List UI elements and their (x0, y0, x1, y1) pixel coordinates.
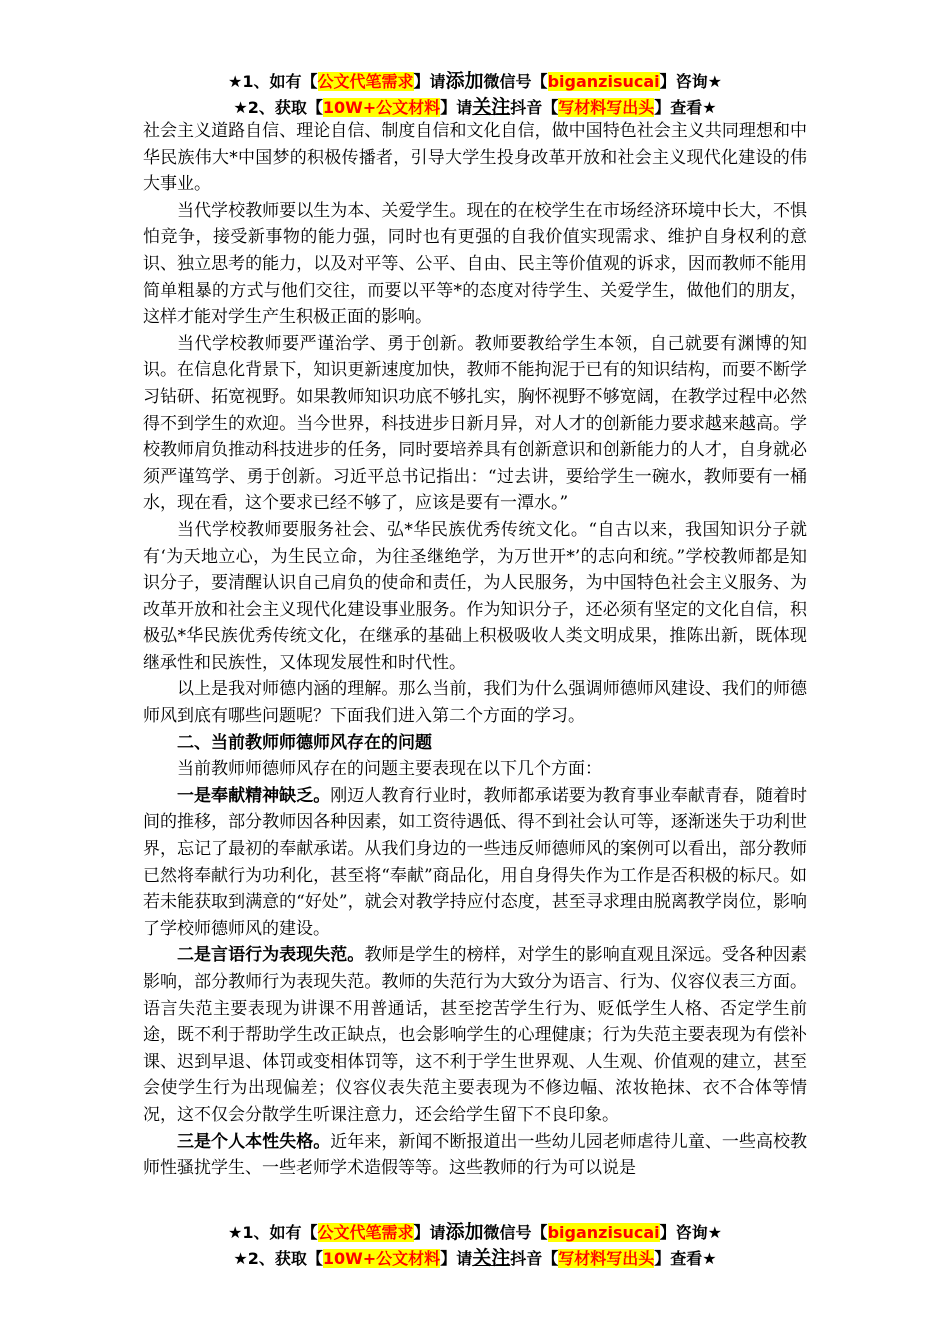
banner-text: 】咨询★ (659, 72, 722, 91)
banner-text: 微信号【 (483, 72, 548, 91)
banner-highlight: 10W+公文材料 (322, 1249, 441, 1268)
banner-text: 抖音【 (510, 98, 559, 117)
paragraph-lead: 三是个人本性失格。 (177, 1131, 331, 1152)
header-banner-line-1 (0, 68, 950, 95)
banner-text: 微信号【 (483, 1223, 548, 1242)
banner-text: 】咨询★ (659, 1223, 722, 1242)
paragraph (143, 783, 807, 943)
paragraph: 当代学校教师要服务社会、弘*华民族优秀传统文化。“自古以来，我国知识分子就有‘为天地立心，为生民立命，为往圣继绝学，为万世开*’的志向和统。”学校教师都是知识分子，要清醒认识自己肩负的使命和责任，为人民服务，为中国特色社会主义服务、为改革开放和社会主义现代化建设事业服务。作为知识分子，还必须有坚定的文化自信，积极弘*华民族优秀传统文化，在继承的基础上积极吸收人类文明成果，推陈出新，既体现继承性和民族性，又体现发展性和时代性。 (143, 519, 807, 673)
banner-highlight: 公文代笔需求 (317, 72, 414, 91)
banner-emphasis: 关注 (472, 1247, 511, 1269)
document-body (143, 118, 807, 1182)
banner-text: ★2、获取【 (233, 1249, 323, 1268)
paragraph-text: 教师是学生的榜样，对学生的影响直观且深远。受各种因素影响，部分教师行为表现失范。教师的失范行为大致分为语言、行为、仪容仪表三方面。语言失范主要表现为讲课不用普通话，甚至挖苦学生行为、贬低学生人格、否定学生前途，既不利于帮助学生改正缺点，也会影响学生的心理健康；行为失范主要表现为有偿补课、迟到早退、体罚或变相体罚等，这不利于学生世界观、人生观、价值观的建立，甚至会使学生行为出现偏差；仪容仪表失范主要表现为不修边幅、浓妆艳抹、衣不合体等情况，这不仅会分散学生听课注意力，还会给学生留下不良印象。 (143, 945, 808, 1125)
banner-emphasis: 添加 (445, 70, 484, 92)
paragraph-lead: 一是奉献精神缺乏。 (177, 785, 331, 806)
paragraph: 社会主义道路自信、理论自信、制度自信和文化自信，做中国特色社会主义共同理想和中华民族伟大*中国梦的积极传播者，引导大学生投身改革开放和社会主义现代化建设的伟大事业。 (143, 121, 807, 195)
banner-emphasis: 添加 (445, 1221, 484, 1243)
banner-text: ★2、获取【 (233, 98, 323, 117)
banner-highlight: 写材料写出头 (558, 98, 655, 117)
banner-text: 】请 (440, 1249, 473, 1268)
paragraph (143, 1129, 807, 1182)
banner-text: 抖音【 (510, 1249, 559, 1268)
banner-text: ★1、如有【 (228, 1223, 318, 1242)
banner-highlight: 写材料写出头 (558, 1249, 655, 1268)
banner-text: 】查看★ (654, 98, 717, 117)
paragraph-text: 近年来，新闻不断报道出一些幼儿园老师虐待儿童、一些高校教师性骚扰学生、一些老师学术造假等等。这些教师的行为可以说是 (143, 1131, 807, 1179)
paragraph (143, 942, 807, 1128)
banner-highlight: 10W+公文材料 (322, 98, 441, 117)
banner-highlight: 公文代笔需求 (317, 1223, 414, 1242)
paragraph: 当代学校教师要严谨治学、勇于创新。教师要教给学生本领，自己就要有渊博的知识。在信息化背景下，知识更新速度加快，教师不能拘泥于已有的知识结构，而要不断学习钻研、拓宽视野。如果教师知识功底不够扎实，胸怀视野不够宽阔，在教学过程中必然得不到学生的欢迎。当今世界，科技进步日新月异，对人才的创新能力要求越来越高。学校教师肩负推动科技进步的任务，同时要培养具有创新意识和创新能力的人才，自身就必须严谨笃学、勇于创新。习近平总书记指出：“过去讲，要给学生一碗水，教师要有一桶水，现在看，这个要求已经不够了，应该是要有一潭水。” (143, 333, 807, 514)
banner-text: 】查看★ (654, 1249, 717, 1268)
paragraph: 以上是我对师德内涵的理解。那么当前，我们为什么强调师德师风建设、我们的师德师风到底有哪些问题呢？下面我们进入第二个方面的学习。 (143, 679, 807, 727)
footer-banner-line-2 (0, 1245, 950, 1272)
banner-text: 】请 (413, 72, 446, 91)
paragraph-text: 刚迈人教育行业时，教师都承诺要为教育事业奉献青春，随着时间的推移，部分教师因各种因素，如工资待遇低、得不到社会认可等，逐渐迷失于功利世界，忘记了最初的奉献承诺。从我们身边的一些违反师德师风的案例可以看出，部分教师已然将奉献行为功利化，甚至将“奉献”商品化，用自身得失作为工作是否积极的标尺。如若未能获取到满意的“好处”，就会对教学持应付态度，甚至寻求理由脱离教学岗位，影响了学校师德师风的建设。 (143, 785, 807, 939)
banner-text: ★1、如有【 (228, 72, 318, 91)
banner-highlight: biganzisucai (547, 1223, 660, 1242)
banner-text: 】请 (413, 1223, 446, 1242)
footer-banner-line-1 (0, 1219, 950, 1246)
banner-text: 】请 (440, 98, 473, 117)
paragraph-lead: 二是言语行为表现失范。 (177, 945, 365, 966)
banner-emphasis: 关注 (472, 96, 511, 118)
banner-highlight: biganzisucai (547, 72, 660, 91)
section-heading: 二、当前教师师德师风存在的问题 (177, 732, 432, 753)
paragraph: 当前教师师德师风存在的问题主要表现在以下几个方面： (177, 759, 602, 780)
paragraph: 当代学校教师要以生为本、关爱学生。现在的在校学生在市场经济环境中长大，不惧怕竞争，接受新事物的能力强，同时也有更强的自我价值实现需求、维护自身权利的意识、独立思考的能力，以及对平等、公平、自由、民主等价值观的诉求，因而教师不能用简单粗暴的方式与他们交往，而要以平等*的态度对待学生、关爱学生，做他们的朋友，这样才能对学生产生积极正面的影响。 (143, 200, 807, 328)
header-banner-line-2 (0, 94, 950, 121)
